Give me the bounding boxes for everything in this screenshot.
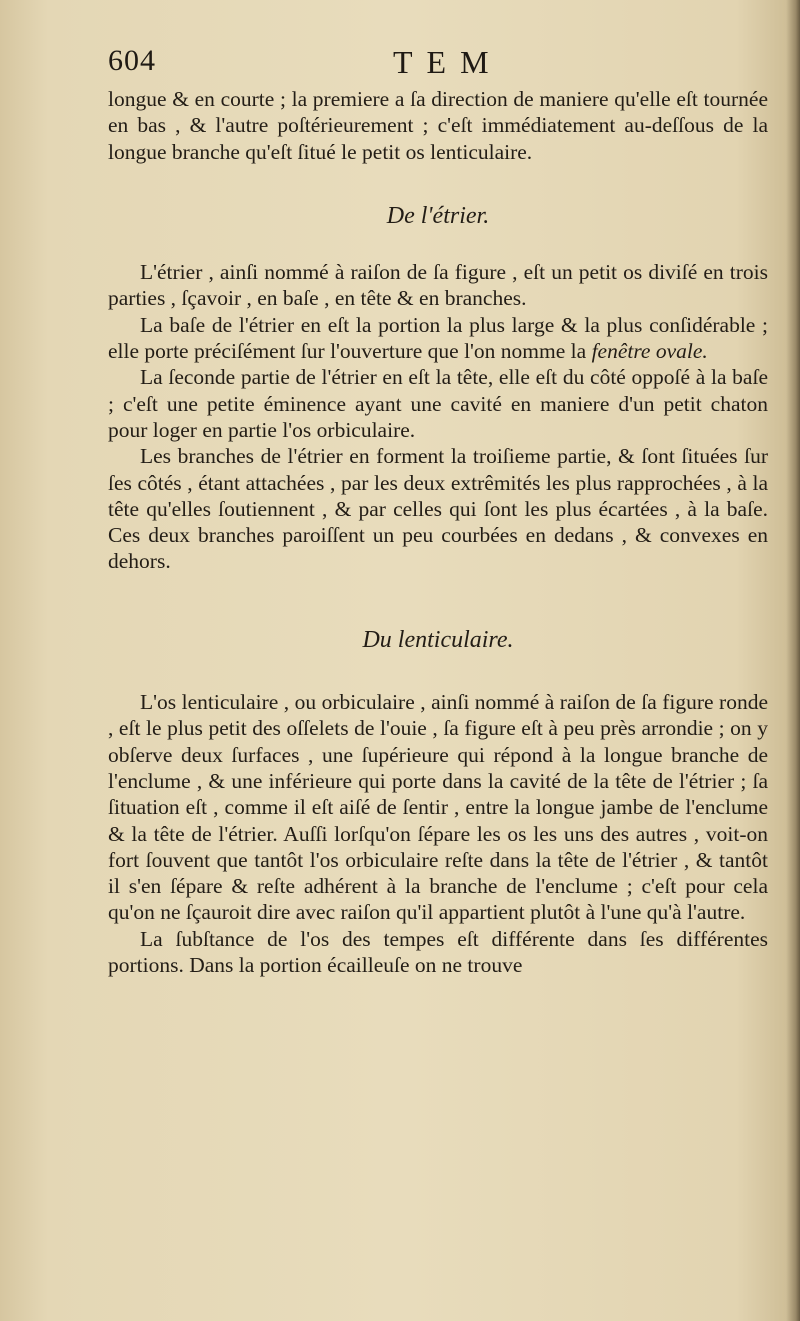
paragraph	[108, 312, 768, 365]
paragraph-continued: longue & en courte ; la premiere a ſa direction de maniere qu'elle eſt tournée en bas , & l'autre poſtérieurement ; c'eſt immédiatement au-deſſous de la longue branche qu'eſt ſitué le petit os lenticulaire.	[108, 87, 768, 164]
page-header	[108, 44, 768, 84]
section-heading-etrier: De l'étrier.	[386, 202, 490, 229]
page-edge-shadow	[786, 0, 800, 1321]
page-number: 604	[108, 44, 156, 77]
running-head: TEM	[393, 44, 503, 80]
paragraph: La ſubſtance de l'os des tempes eſt différente dans ſes différentes portions. Dans la portion écailleuſe on ne trouve	[108, 926, 768, 978]
section-heading-lenticulaire: Du lenticulaire.	[362, 626, 514, 653]
italic-term: fenêtre ovale.	[591, 339, 708, 364]
paragraph: La ſeconde partie de l'étrier en eſt la tête, elle eſt du côté oppoſé à la baſe ; c'eſt une petite éminence ayant une cavité en maniere d'un petit chaton pour loger en partie l'os orbiculaire.	[108, 365, 768, 442]
paragraph: L'étrier , ainſi nommé à raiſon de ſa figure , eſt un petit os diviſé en trois parties , ſçavoir , en baſe , en tête & en branches.	[108, 260, 768, 311]
paragraph: Les branches de l'étrier en forment la troiſieme partie, & ſont ſituées ſur ſes côtés , étant attachées , par les deux extrêmités les plus rapprochées , à la tête qu'elles ſoutiennent , & par celles qui ſont les plus écartées , à la baſe. Ces deux branches paroiſſent un peu courbées en dedans , & convexes en dehors.	[108, 444, 768, 574]
body-text	[108, 86, 768, 978]
paragraph-text: La baſe de l'étrier en eſt la portion la plus large & la plus conſidérable ; elle porte préciſément ſur l'ouverture que l'on nomme la	[108, 312, 768, 364]
paragraph: L'os lenticulaire , ou orbiculaire , ainſi nommé à raiſon de ſa figure ronde , eſt le plus petit des oſſelets de l'ouie , ſa figure eſt à peu près arrondie ; on y obſerve deux ſurfaces , une ſupérieure qui répond à la longue branche de l'enclume , & une inférieure qui porte dans la cavité de la tête de l'étrier ; ſa ſituation eſt , comme il eſt aiſé de ſentir , entre la longue jambe de l'enclume & la tête de l'étrier. Auſſi lorſqu'on ſépare les os les uns des autres , voit-on fort ſouvent que tantôt l'os orbiculaire reſte dans la tête de l'étrier , & tantôt il s'en ſépare & reſte adhérent à la branche de l'enclume ; c'eſt pour cela qu'on ne ſçauroit dire avec raiſon qu'il appartient plutôt à l'une qu'à l'autre.	[108, 690, 768, 925]
